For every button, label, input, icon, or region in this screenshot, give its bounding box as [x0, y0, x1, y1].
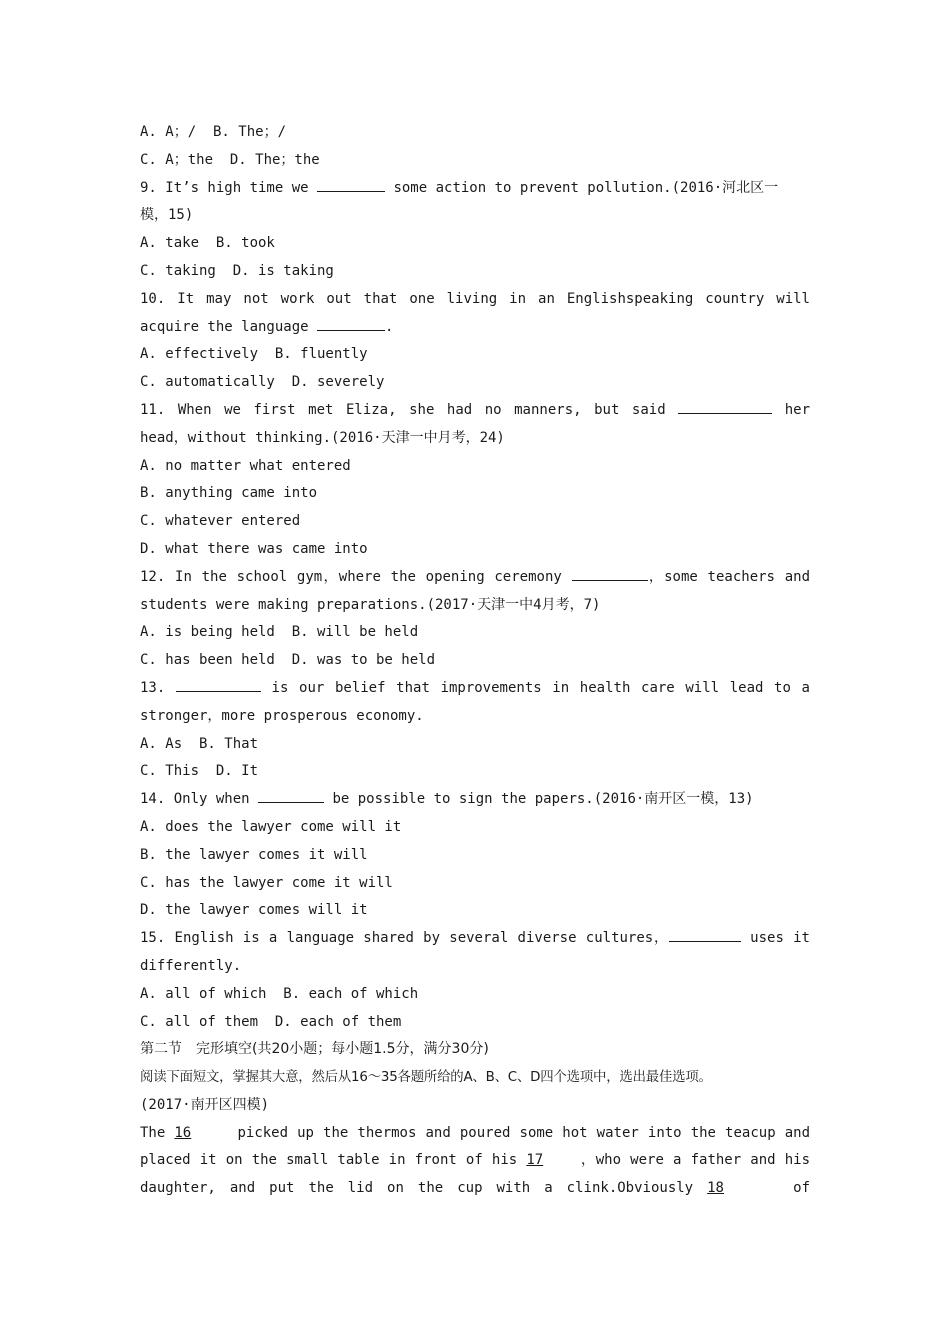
- q15-stem-text: 15. English is a language shared by several diverse cultures，: [140, 930, 669, 947]
- passage-text: The: [140, 1124, 175, 1141]
- q15-stem-line-2: differently.: [140, 957, 242, 974]
- q11-stem-line-2: head，without thinking.(2016·天津一中月考，24): [140, 429, 505, 446]
- section-heading: 第二节 完形填空(共20小题；每小题1.5分，满分30分): [140, 1041, 489, 1058]
- passage-text-4: ，who were a father and his: [580, 1152, 810, 1169]
- q11-option-d: D. what there was came into: [140, 540, 368, 557]
- q15-options-line-2: C. all of them D. each of them: [140, 1013, 402, 1030]
- cloze-blank-17: 17: [526, 1152, 544, 1169]
- q13-options-line-2: C. This D. It: [140, 763, 259, 780]
- q12-stem: [140, 564, 810, 592]
- q9-stem-text: 9. It’s high time we: [140, 179, 318, 196]
- q11-answer-blank: [678, 398, 772, 414]
- passage-line-2: [140, 1147, 810, 1175]
- passage-text-5: daughter, and put the lid on the cup with a clink.Obviously: [140, 1180, 708, 1197]
- q14-answer-blank: [258, 787, 324, 803]
- q14-option-a: A. does the lawyer come will it: [140, 818, 402, 835]
- q15-answer-blank: [669, 926, 741, 942]
- q12-options-line-2: C. has been held D. was to be held: [140, 652, 436, 669]
- q14-stem: [140, 786, 810, 814]
- q12-stem-line-2: students were making preparations.(2017·天津一中4月考，7): [140, 596, 601, 613]
- q12-answer-blank: [572, 565, 648, 581]
- q14-option-c: C. has the lawyer come it will: [140, 874, 393, 891]
- q12-stem-text-2: ，some teachers and: [647, 568, 810, 585]
- passage-line-1: [140, 1120, 810, 1148]
- q13-options-line-1: A. As B. That: [140, 735, 259, 752]
- q9-options-line-2: C. taking D. is taking: [140, 262, 334, 279]
- q11-stem: [140, 397, 810, 425]
- q8-options-line-2: C. A；the D. The；the: [140, 151, 320, 168]
- q15-stem: [140, 925, 810, 953]
- q14-option-d: D. the lawyer comes will it: [140, 902, 368, 919]
- passage-text-6: of: [779, 1180, 810, 1197]
- q10-stem-text-2: .: [385, 318, 394, 335]
- passage-line-3: [140, 1175, 810, 1203]
- passage-source: (2017·南开区四模): [140, 1096, 270, 1113]
- q9-stem-line-2: 模，15): [140, 207, 194, 224]
- q9-options-line-1: A. take B. took: [140, 235, 275, 252]
- q12-stem-text: 12. In the school gym，where the opening ceremony: [140, 568, 572, 585]
- q10-options-line-2: C. automatically D. severely: [140, 374, 385, 391]
- q10-stem: 10. It may not work out that one living in an Englishspeaking country will: [140, 290, 810, 307]
- q14-option-b: B. the lawyer comes it will: [140, 846, 368, 863]
- q12-options-line-1: A. is being held B. will be held: [140, 624, 419, 641]
- q11-stem-text: 11. When we first met Eliza, she had no manners, but said: [140, 401, 679, 418]
- q10-options-line-1: A. effectively B. fluently: [140, 346, 368, 363]
- q10-stem-line-2: [140, 314, 810, 342]
- q13-stem-text-2: is our belief that improvements in health care will lead to a: [260, 679, 810, 696]
- q10-stem-text: acquire the language: [140, 318, 318, 335]
- q9-stem-text-2: some action to prevent pollution.(2016·河北区一: [385, 179, 779, 196]
- document-page: [140, 119, 810, 1203]
- q11-option-a: A. no matter what entered: [140, 457, 351, 474]
- cloze-blank-18: 18: [707, 1180, 724, 1197]
- q14-stem-text-2: be possible to sign the papers.(2016·南开区一模，13): [324, 791, 754, 808]
- q13-stem-text: 13.: [140, 679, 176, 696]
- cloze-blank-16: 16: [174, 1124, 192, 1141]
- q8-options-line-1: A. A；/ B. The；/: [140, 124, 287, 140]
- section-instruction: 阅读下面短文，掌握其大意，然后从16～35各题所给的A、B、C、D四个选项中，选出最佳选项。: [140, 1070, 712, 1086]
- q11-option-c: C. whatever entered: [140, 513, 301, 530]
- q9-answer-blank: [317, 176, 385, 192]
- q9-stem: [140, 175, 810, 203]
- q13-answer-blank: [176, 676, 261, 692]
- q15-options-line-1: A. all of which B. each of which: [140, 985, 419, 1002]
- q13-stem-line-2: stronger，more prosperous economy.: [140, 707, 424, 724]
- passage-text-3: placed it on the small table in front of his: [140, 1152, 527, 1169]
- passage-text-2: picked up the thermos and poured some hot water into the teacup and: [228, 1124, 810, 1141]
- q11-stem-text-2: her: [772, 401, 810, 418]
- q15-stem-text-2: uses it: [740, 930, 810, 947]
- q14-stem-text: 14. Only when: [140, 791, 259, 808]
- q13-stem: [140, 675, 810, 703]
- q10-answer-blank: [317, 315, 385, 331]
- q11-option-b: B. anything came into: [140, 485, 318, 502]
